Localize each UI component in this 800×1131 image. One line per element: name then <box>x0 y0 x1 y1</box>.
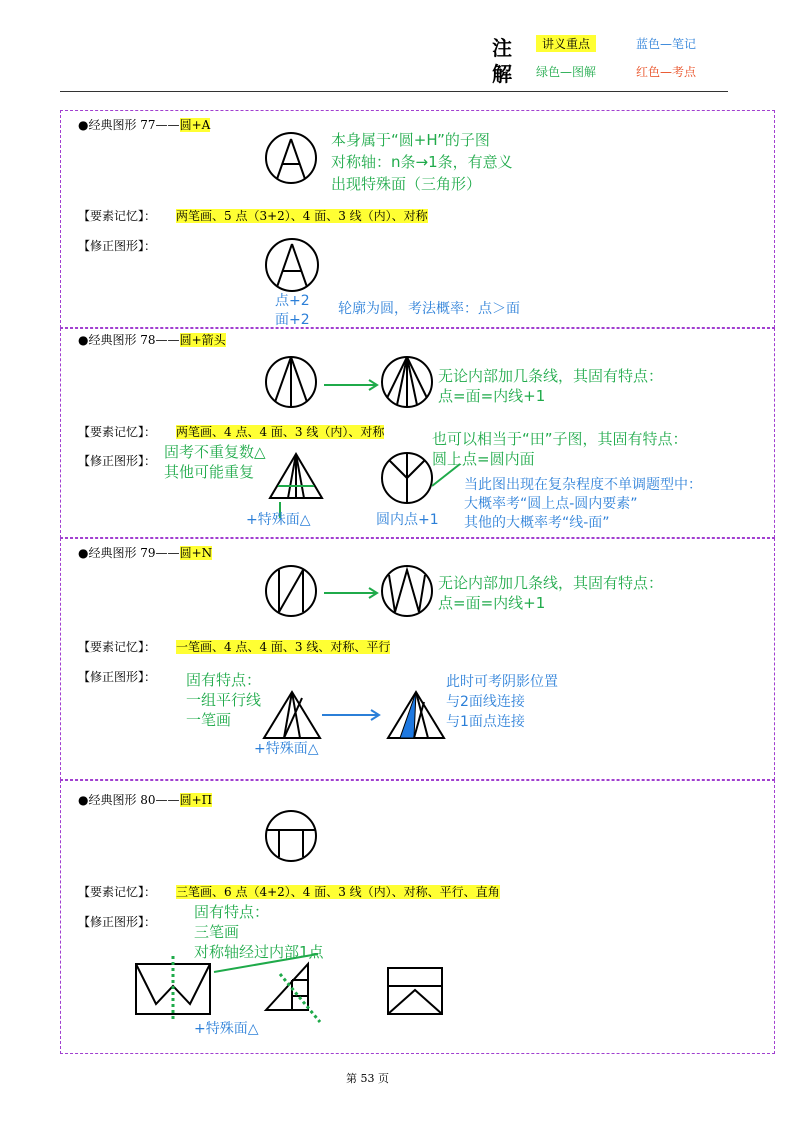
fig77-corrected-label: 【修正图形】： <box>78 239 157 253</box>
fig78-circle-arrow-icon <box>265 356 321 412</box>
fig79-blue1: 此时可考阴影位置 <box>446 674 558 690</box>
fig80-memory-label: 【要素记忆】： <box>78 885 157 899</box>
fig79-title: ●经典图形 79——圆+N <box>78 546 213 560</box>
fig77-memory: 两笔画、5 点（3+2）、4 面、3 线（内）、对称 <box>176 209 428 223</box>
fig80-box-triangle-icon <box>386 966 446 1018</box>
fig77-corrected-circle-a-icon <box>265 238 321 294</box>
fig78-note8: 圆内点+1 <box>376 512 439 528</box>
fig80-note1: 固有特点： <box>194 903 270 921</box>
legend-blue: 蓝色—笔记 <box>636 37 697 51</box>
fig80-triangle-square-icon <box>264 958 326 1024</box>
legend-red: 红色—考点 <box>636 65 697 79</box>
fig78-note7: +特殊面△ <box>246 512 311 528</box>
fig79-memory: 一笔画、4 点、4 面、3 线、对称、平行 <box>176 640 391 654</box>
fig79-shaded-triangle-icon <box>386 690 446 742</box>
fig77-memory-label: 【要素记忆】： <box>78 209 157 223</box>
fig78-note5: 也可以相当于“田”子图，其固有特点： <box>432 430 688 448</box>
fig78-note3: 固考不重复数△ <box>164 443 266 461</box>
fig80-corrected-label: 【修正图形】： <box>78 915 157 929</box>
fig80-envelope-icon <box>134 960 214 1024</box>
fig78-green-arrow-icon <box>322 378 382 392</box>
fig77-blue-points: 点+2 <box>275 293 310 309</box>
legend-green: 绿色—图解 <box>536 65 597 79</box>
fig79-circle-n-icon <box>265 565 321 621</box>
fig78-note1: 无论内部加几条线，其固有特点： <box>438 367 664 385</box>
fig79-circle-zigzag-icon <box>381 565 437 621</box>
fig80-title: ●经典图形 80——圆+Π <box>78 793 213 807</box>
fig77-title: ●经典图形 77——圆+A <box>78 118 211 132</box>
fig78-circle-multi-line-icon <box>381 356 437 412</box>
fig77-note3: 出现特殊面（三角形） <box>331 175 482 193</box>
fig79-note4: 一组平行线 <box>186 691 262 709</box>
fig78-corrected-label: 【修正图形】： <box>78 454 157 468</box>
fig78-note2: 点=面=内线+1 <box>438 387 546 405</box>
fig77-circle-a-icon <box>265 132 321 188</box>
fig79-note2: 点=面=内线+1 <box>438 594 546 612</box>
fig78-blue2: 大概率考“圆上点-圆内要素” <box>464 496 638 512</box>
fig78-blue3: 其他的大概率考“线-面” <box>464 515 610 531</box>
fig78-memory: 两笔画、4 点、4 面、3 线（内）、对称 <box>176 425 385 439</box>
fig77-blue-note: 轮廓为圆，考法概率：点＞面 <box>338 301 520 317</box>
fig78-triangle-icon <box>266 452 326 502</box>
fig79-blue2: 与2面线连接 <box>446 694 525 710</box>
fig80-note2: 三笔画 <box>194 923 240 941</box>
fig79-note3: 固有特点： <box>186 671 262 689</box>
fig79-note6: +特殊面△ <box>254 741 319 757</box>
fig79-note5: 一笔画 <box>186 711 232 729</box>
fig79-corrected-label: 【修正图形】： <box>78 670 157 684</box>
fig78-memory-label: 【要素记忆】： <box>78 425 157 439</box>
fig78-note4: 其他可能重复 <box>164 463 255 481</box>
header-rule <box>60 91 728 92</box>
fig79-note1: 无论内部加几条线，其固有特点： <box>438 574 664 592</box>
fig80-circle-pi-icon <box>265 810 321 866</box>
fig79-blue-arrow-icon <box>320 708 384 722</box>
fig77-note1: 本身属于“圆+H”的子图 <box>331 131 490 149</box>
fig79-green-arrow-icon <box>322 586 382 600</box>
header-char-2: 解 <box>492 62 512 86</box>
fig80-note4: +特殊面△ <box>194 1021 259 1037</box>
fig80-memory: 三笔画、6 点（4+2）、4 面、3 线（内）、对称、平行、直角 <box>176 885 500 899</box>
fig78-title: ●经典图形 78——圆+箭头 <box>78 333 226 347</box>
header-char-1: 注 <box>492 36 512 60</box>
page-number: 第 53 页 <box>346 1072 389 1085</box>
legend-key: 讲义重点 <box>536 35 596 52</box>
fig78-blue1: 当此图出现在复杂程度不单调题型中： <box>464 477 702 493</box>
fig78-note6: 圆上点=圆内面 <box>432 450 535 468</box>
fig79-blue3: 与1面点连接 <box>446 714 525 730</box>
fig79-memory-label: 【要素记忆】： <box>78 640 157 654</box>
fig77-note2: 对称轴：n条→1条，有意义 <box>331 153 513 171</box>
fig79-triangle-icon <box>262 690 322 742</box>
fig77-blue-faces: 面+2 <box>275 312 310 328</box>
fig80-note3: 对称轴经过内部1点 <box>194 943 324 961</box>
